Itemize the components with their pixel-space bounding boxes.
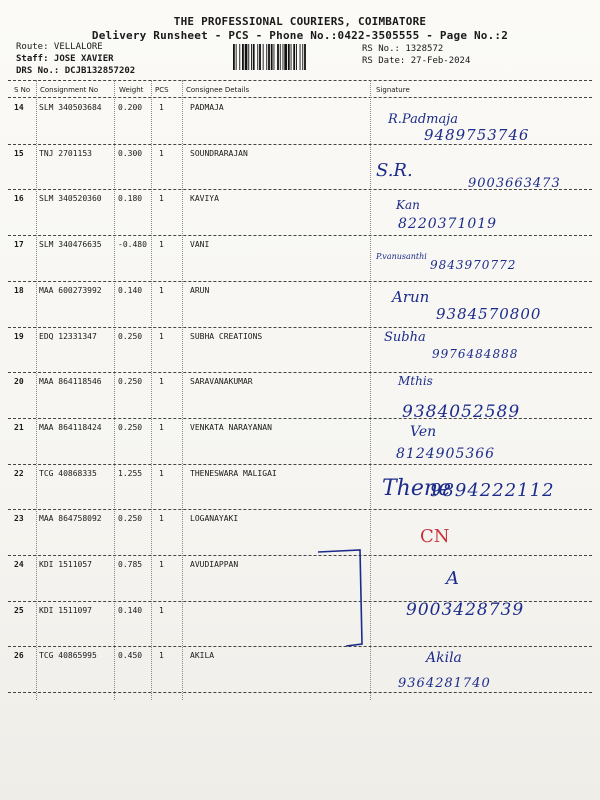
- handwritten-signature: Akila: [426, 650, 462, 666]
- barcode-bar: [251, 44, 252, 70]
- barcode-bar: [271, 44, 273, 70]
- barcode: [232, 44, 356, 70]
- serial-number: 24: [14, 560, 24, 569]
- consignee-name: THENESWARA MALIGAI: [190, 468, 277, 478]
- serial-number: 25: [14, 605, 24, 615]
- consignee-name: AVUDIAPPAN: [190, 560, 239, 569]
- table-row: [0, 651, 600, 697]
- table-top-border: [8, 80, 592, 81]
- consignee-name: LOGANAYAKI: [190, 514, 239, 524]
- barcode-bar: [248, 44, 249, 70]
- barcode-bar: [257, 44, 258, 70]
- col-header-consignment: Consignment No: [40, 86, 99, 94]
- barcode-bar: [242, 44, 244, 70]
- drs-number: DRS No.: DCJB132857202: [16, 66, 136, 76]
- handwritten-signature: Subha: [384, 330, 426, 345]
- handwritten-signature: Ven: [410, 424, 437, 440]
- pieces-count: 1: [159, 514, 164, 524]
- handwritten-phone-number: 8220371019: [398, 216, 498, 232]
- pieces-count: 1: [159, 605, 164, 615]
- barcode-bar: [302, 44, 303, 70]
- barcode-bar: [300, 44, 301, 70]
- handwritten-signature: Mthis: [398, 374, 433, 388]
- pieces-count: 1: [159, 148, 164, 158]
- rs-date: RS Date: 27-Feb-2024: [362, 56, 471, 66]
- barcode-bar: [304, 44, 306, 70]
- serial-number: 17: [14, 240, 24, 250]
- weight-value: 0.180: [118, 194, 143, 204]
- barcode-bar: [284, 44, 287, 70]
- serial-number: 15: [14, 148, 24, 158]
- handwritten-phone-number: 9003428739: [406, 600, 525, 620]
- barcode-bar: [274, 44, 275, 70]
- consignment-number: KDI 1511057: [39, 560, 92, 569]
- row-divider: [8, 372, 592, 373]
- barcode-bar: [233, 44, 235, 70]
- table-row: [0, 423, 600, 469]
- consignment-number: SLM 340503684: [39, 103, 102, 112]
- pieces-count: 1: [159, 331, 164, 341]
- pieces-count: 1: [159, 422, 164, 432]
- route-label: Route: VELLALORE: [16, 42, 103, 52]
- col-header-pcs: PCS: [155, 86, 169, 94]
- consignment-number: SLM 340476635: [39, 240, 102, 250]
- barcode-bar: [293, 44, 295, 70]
- consignee-name: SARAVANAKUMAR: [190, 377, 253, 387]
- consignment-number: TNJ 2701153: [39, 148, 92, 158]
- serial-number: 14: [14, 103, 24, 112]
- consignee-name: AKILA: [190, 651, 215, 661]
- handwritten-phone-number: 9894222112: [430, 480, 555, 501]
- consignment-number: MAA 864758092: [39, 514, 102, 524]
- handwritten-phone-number: 9003663473: [468, 176, 561, 191]
- handwritten-signature: R.Padmaja: [388, 112, 459, 127]
- weight-value: -0.480: [118, 240, 147, 250]
- weight-value: 0.250: [118, 514, 143, 524]
- consignment-number: MAA 864118424: [39, 422, 102, 432]
- consignment-number: TCG 40868335: [39, 468, 97, 478]
- serial-number: 16: [14, 194, 24, 204]
- weight-value: 0.140: [118, 285, 143, 295]
- consignee-name: PADMAJA: [190, 103, 224, 112]
- serial-number: 21: [14, 422, 24, 432]
- handwritten-phone-number: 9976484888: [432, 347, 519, 361]
- consignment-number: TCG 40865995: [39, 651, 97, 661]
- weight-value: 1.255: [118, 468, 143, 478]
- col-header-sno: S No: [14, 86, 31, 94]
- consignee-name: SUBHA CREATIONS: [190, 331, 263, 341]
- row-divider: [8, 281, 592, 282]
- consignee-name: KAVIYA: [190, 194, 219, 204]
- handwritten-phone-number: 9364281740: [398, 676, 491, 691]
- pieces-count: 1: [159, 285, 164, 295]
- serial-number: 23: [14, 514, 24, 524]
- handwritten-phone-number: 9384570800: [436, 305, 542, 323]
- row-divider: [8, 509, 592, 510]
- row-divider: [8, 235, 592, 236]
- barcode-bar: [277, 44, 279, 70]
- handwritten-phone-number: 9489753746: [424, 126, 530, 144]
- col-header-consignee: Consignee Details: [186, 86, 250, 94]
- handwritten-signature: S.R.: [376, 160, 413, 181]
- weight-value: 0.250: [118, 331, 143, 341]
- row-divider: [8, 555, 592, 556]
- pieces-count: 1: [159, 194, 164, 204]
- table-row: [0, 194, 600, 240]
- barcode-bar: [245, 44, 248, 70]
- handwritten-phone-number: 9843970772: [430, 258, 517, 272]
- weight-value: 0.200: [118, 103, 143, 112]
- pieces-count: 1: [159, 103, 164, 112]
- handwritten-signature: Kan: [396, 198, 420, 212]
- staff-label: Staff: JOSE XAVIER: [16, 54, 114, 64]
- pieces-count: 1: [159, 651, 164, 661]
- company-name: THE PROFESSIONAL COURIERS, COIMBATORE: [173, 15, 427, 28]
- barcode-bar: [236, 44, 237, 70]
- barcode-bar: [253, 44, 255, 70]
- handwritten-signature: Arun: [392, 288, 430, 306]
- pieces-count: 1: [159, 377, 164, 387]
- barcode-bar: [288, 44, 290, 70]
- col-header-signature: Signature: [376, 86, 410, 94]
- table-row: [0, 514, 600, 560]
- serial-number: 19: [14, 331, 24, 341]
- consignment-number: KDI 1511097: [39, 605, 92, 615]
- row-divider: [8, 646, 592, 647]
- handwritten-phone-number: 8124905366: [396, 446, 496, 462]
- barcode-bar: [259, 44, 261, 70]
- barcode-bar: [263, 44, 264, 70]
- weight-value: 0.140: [118, 605, 143, 615]
- consignee-name: SOUNDRARAJAN: [190, 148, 248, 158]
- handwritten-signature: A: [446, 568, 459, 589]
- serial-number: 18: [14, 285, 24, 295]
- weight-value: 0.300: [118, 148, 143, 158]
- barcode-bar: [239, 44, 240, 70]
- handwritten-signature: P.vanusanthi: [376, 252, 427, 261]
- row-divider: [8, 327, 592, 328]
- pieces-count: 1: [159, 468, 164, 478]
- row-divider: [8, 464, 592, 465]
- consignee-name: ARUN: [190, 285, 210, 295]
- weight-value: 0.450: [118, 651, 143, 661]
- barcode-bar: [268, 44, 270, 70]
- handwritten-signature: Thene: [382, 476, 452, 501]
- serial-number: 22: [14, 468, 24, 478]
- pieces-count: 1: [159, 560, 164, 569]
- rs-number: RS No.: 1328572: [362, 44, 444, 54]
- handwritten-bracket-mark: [316, 548, 364, 648]
- consignee-name: VANI: [190, 240, 210, 250]
- runsheet-subtitle: Delivery Runsheet - PCS - Phone No.:0422-3505555 - Page No.:2: [91, 29, 509, 42]
- weight-value: 0.250: [118, 377, 143, 387]
- weight-value: 0.785: [118, 560, 143, 569]
- header-bottom-border: [8, 97, 592, 98]
- consignment-number: SLM 340520360: [39, 194, 102, 204]
- serial-number: 26: [14, 651, 24, 661]
- row-divider: [8, 692, 592, 693]
- consignment-number: MAA 864118546: [39, 377, 102, 387]
- weight-value: 0.250: [118, 422, 143, 432]
- pieces-count: 1: [159, 240, 164, 250]
- barcode-bar: [291, 44, 292, 70]
- consignment-number: MAA 600273992: [39, 285, 102, 295]
- barcode-bar: [296, 44, 297, 70]
- col-header-weight: Weight: [119, 86, 144, 94]
- barcode-bar: [280, 44, 281, 70]
- handwritten-signature: CN: [420, 526, 450, 547]
- barcode-bar: [266, 44, 267, 70]
- consignee-name: VENKATA NARAYANAN: [190, 422, 272, 432]
- handwritten-phone-number: 9384052589: [402, 402, 521, 422]
- barcode-bar: [283, 44, 284, 70]
- serial-number: 20: [14, 377, 24, 387]
- consignment-number: EDQ 12331347: [39, 331, 97, 341]
